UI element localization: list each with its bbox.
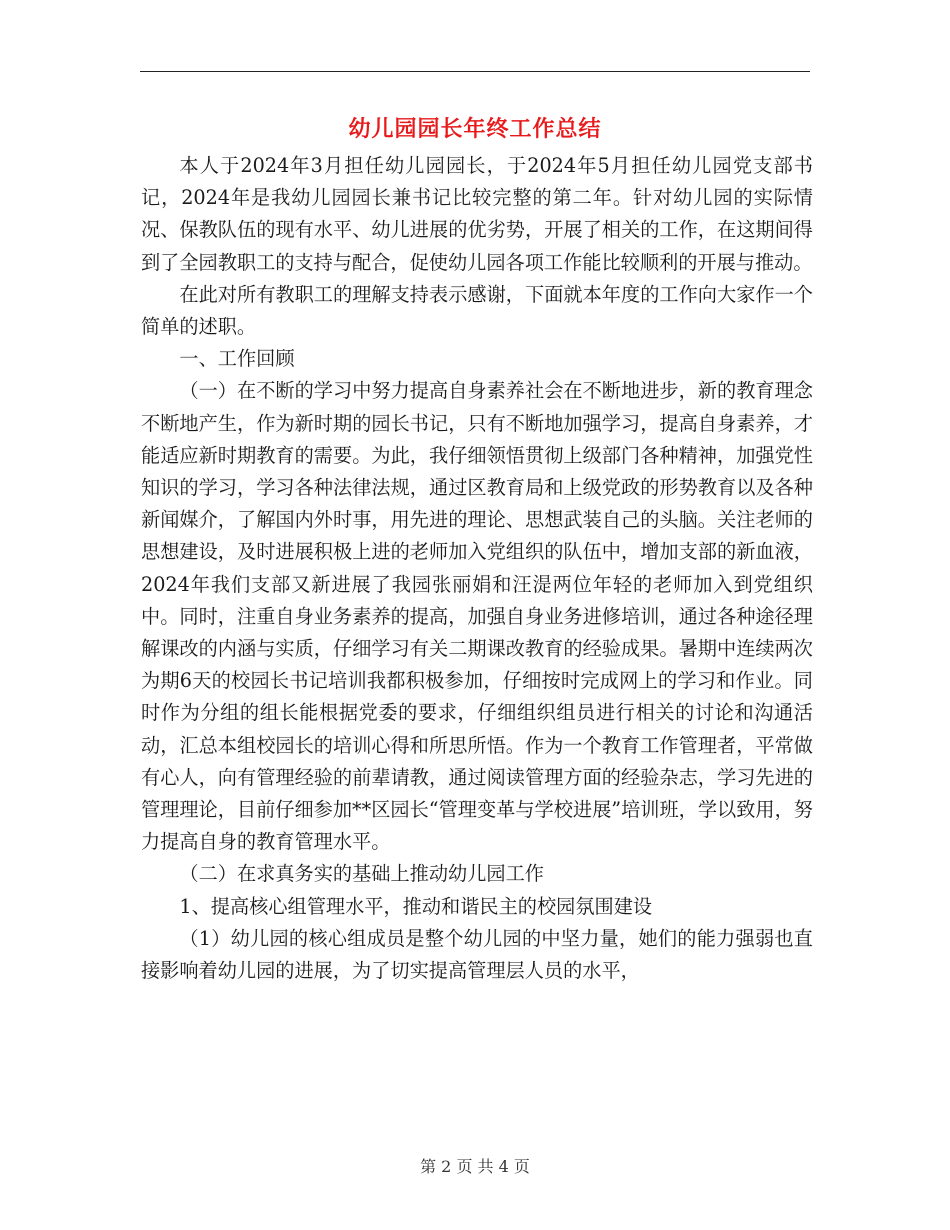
paragraph-intro: 本人于2024年3月担任幼儿园园长，于2024年5月担任幼儿园党支部书记，2024年是我幼儿园园长兼书记比较完整的第二年。针对幼儿园的实际情况、保教队伍的现有水平、幼儿进展的优劣势，开展了相关的工作，在这期间得到了全园教职工的支持与配合，促使幼儿园各项工作能比较顺利的开展与推动。 <box>141 154 813 274</box>
page-number: 第 2 页 共 4 页 <box>420 1157 530 1176</box>
section-heading-review: 一、工作回顾 <box>179 347 295 371</box>
paragraph-core-group: （1）幼儿园的核心组成员是整个幼儿园的中坚力量，她们的能力强弱也直接影响着幼儿园的进展，为了切实提高管理层人员的水平， <box>141 926 813 983</box>
subsection-heading-work: （二）在求真务实的基础上推动幼儿园工作 <box>179 862 544 886</box>
document-body <box>141 150 813 987</box>
document-title: 幼儿园园长年终工作总结 <box>348 116 602 142</box>
paragraph-study: （一）在不断的学习中努力提高自身素养社会在不断地进步，新的教育理念不断地产生，作为新时期的园长书记，只有不断地加强学习，提高自身素养，才能适应新时期教育的需要。为此，我仔细领悟贯彻上级部门各种精神，加强党性知识的学习，学习各种法律法规，通过区教育局和上级党政的形势教育以及各种新闻媒介，了解国内外时事，用先进的理论、思想武装自己的头脑。关注老师的思想建设，及时进展积极上进的老师加入党组织的队伍中，增加支部的新血液，2024年我们支部又新进展了我园张丽娟和汪湜两位年轻的老师加入到党组织中。同时，注重自身业务素养的提高，加强自身业务进修培训，通过各种途径理解课改的内涵与实质，仔细学习有关二期课改教育的经验成果。暑期中连续两次为期6天的校园长书记培训我都积极参加，仔细按时完成网上的学习和作业。同时作为分组的组长能根据党委的要求，仔细组织组员进行相关的讨论和沟通活动，汇总本组校园长的培训心得和所思所悟。作为一个教育工作管理者，平常做有心人，向有管理经验的前辈请教，通过阅读管理方面的经验杂志，学习先进的管理理论，目前仔细参加**区园长“管理变革与学校进展”培训班，学以致用，努力提高自身的教育管理水平。 <box>141 379 813 854</box>
paragraph-thanks: 在此对所有教职工的理解支持表示感谢，下面就本年度的工作向大家作一个简单的述职。 <box>141 282 813 339</box>
header-rule <box>140 71 810 72</box>
item-heading-core-group: 1、提高核心组管理水平，推动和谐民主的校园氛围建设 <box>179 894 653 918</box>
